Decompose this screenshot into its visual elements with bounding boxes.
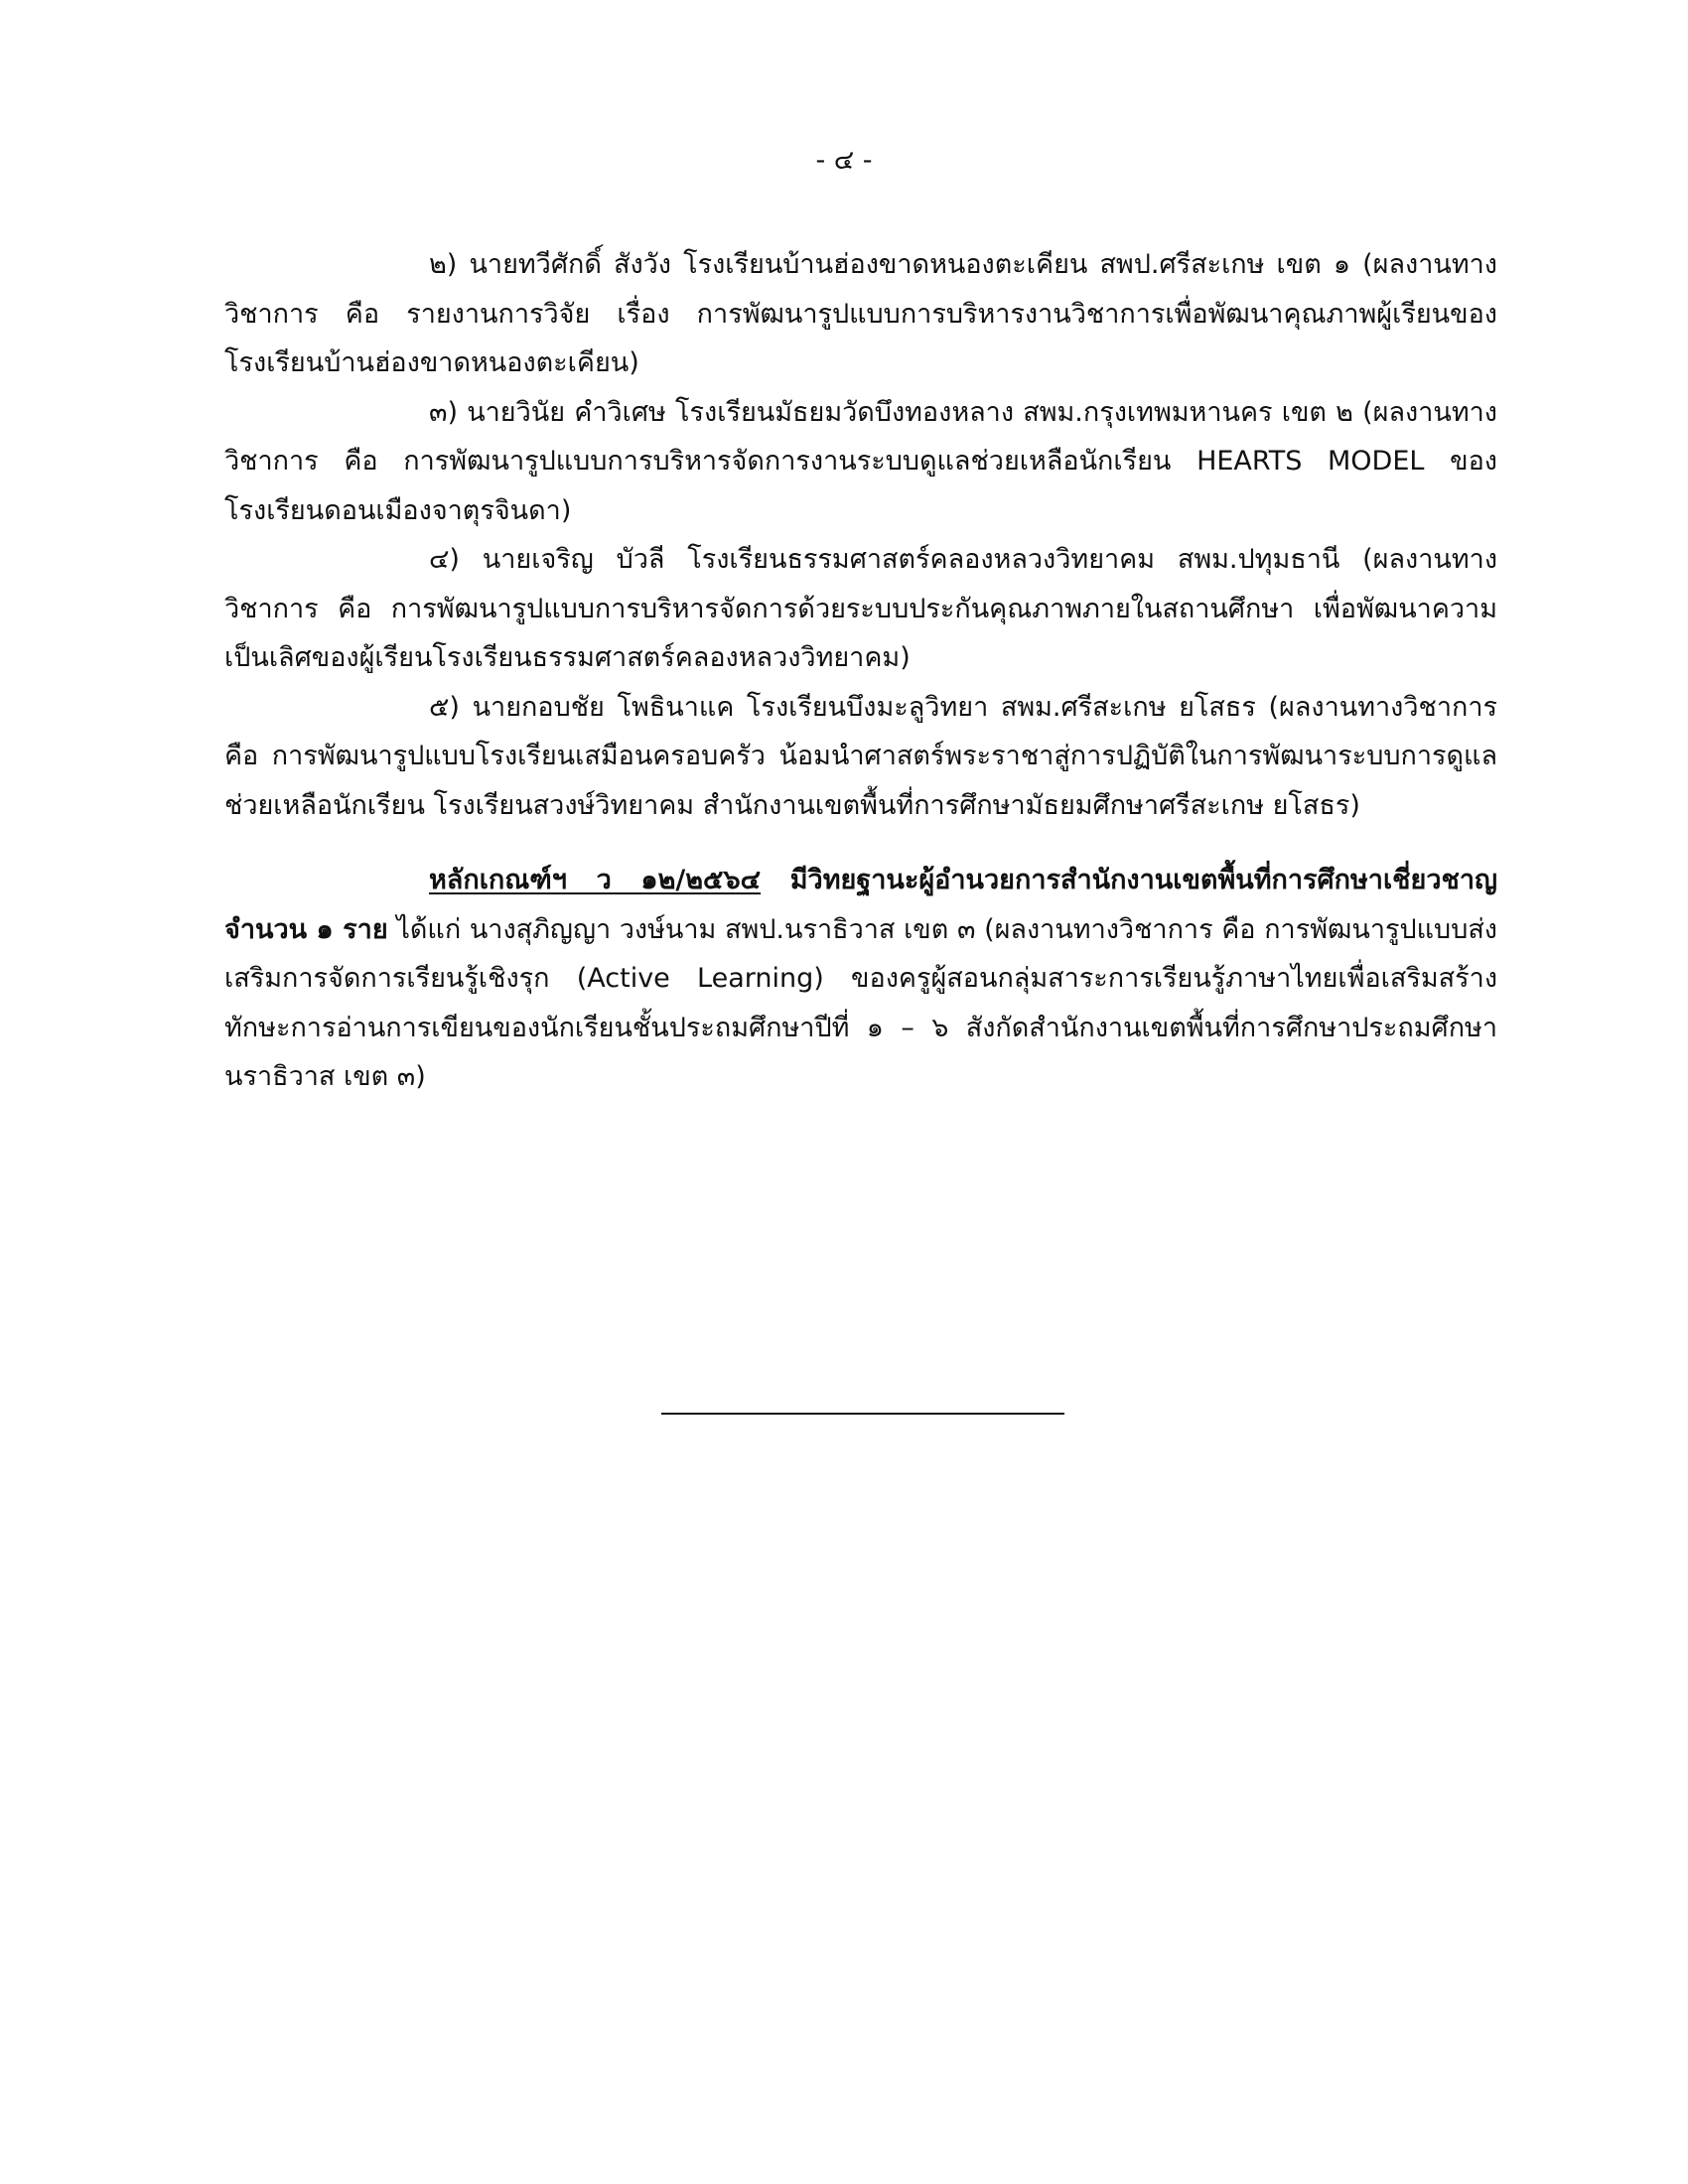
criteria-paragraph [224, 856, 1497, 1102]
list-item-5: ๕) นายกอบชัย โพธินาแค โรงเรียนบึงมะลูวิทยา สพม.ศรีสะเกษ ยโสธร (ผลงานทางวิชาการ คือ การพัฒนารูปแบบโรงเรียนเสมือนครอบครัว น้อมนำศาสตร์พระราชาสู่การปฏิบัติในการพัฒนาระบบการดูแลช่วยเหลือนักเรียน โรงเรียนสวงษ์วิทยาคม สำนักงานเขตพื้นที่การศึกษามัธยมศึกษาศรีสะเกษ ยโสธร) [224, 691, 1497, 821]
document-body [224, 240, 1497, 1102]
criteria-text: ได้แก่ นางสุภิญญา วงษ์นาม สพป.นราธิวาส เขต ๓ (ผลงานทางวิชาการ คือ การพัฒนารูปแบบส่งเสริมการจัดการเรียนรู้เชิงรุก (Active Learning) ของครูผู้สอนกลุ่มสาระการเรียนรู้ภาษาไทยเพื่อเสริมสร้างทักษะการอ่านการเขียนของนักเรียนชั้นประถมศึกษาปีที่ ๑ – ๖ สังกัดสำนักงานเขตพื้นที่การศึกษาประถมศึกษานราธิวาส เขต ๓) [224, 913, 1497, 1092]
criteria-heading [429, 865, 1497, 895]
criteria-title: มีวิทยฐานะผู้อำนวยการสำนักงานเขตพื้นที่การศึกษาเชี่ยวชาญ [761, 865, 1497, 895]
end-divider [661, 1413, 1064, 1415]
list-item-2: ๒) นายทวีศักดิ์ สังวัง โรงเรียนบ้านฮ่องขาดหนองตะเคียน สพป.ศรีสะเกษ เขต ๑ (ผลงานทางวิชาการ คือ รายงานการวิจัย เรื่อง การพัฒนารูปแบบการบริหารงานวิชาการเพื่อพัฒนาคุณภาพผู้เรียนของโรงเรียนบ้านฮ่องขาดหนองตะเคียน) [224, 249, 1497, 378]
list-item-3: ๓) นายวินัย คำวิเศษ โรงเรียนมัธยมวัดบึงทองหลาง สพม.กรุงเทพมหานคร เขต ๒ (ผลงานทางวิชาการ คือ การพัฒนารูปแบบการบริหารจัดการงานระบบดูแลช่วยเหลือนักเรียน HEARTS MODEL ของโรงเรียนดอนเมืองจาตุรจินดา) [224, 396, 1497, 526]
page-number: - ๔ - [815, 145, 873, 176]
list-item-4: ๔) นายเจริญ บัวลี โรงเรียนธรรมศาสตร์คลองหลวงวิทยาคม สพม.ปทุมธานี (ผลงานทางวิชาการ คือ การพัฒนารูปแบบการบริหารจัดการด้วยระบบประกันคุณภาพภายในสถานศึกษา เพื่อพัฒนาความเป็นเลิศของผู้เรียนโรงเรียนธรรมศาสตร์คลองหลวงวิทยาคม) [224, 544, 1497, 673]
criteria-reference: หลักเกณฑ์ฯ ว ๑๒/๒๕๖๔ [429, 865, 762, 895]
criteria-count: จำนวน ๑ ราย [224, 913, 388, 945]
